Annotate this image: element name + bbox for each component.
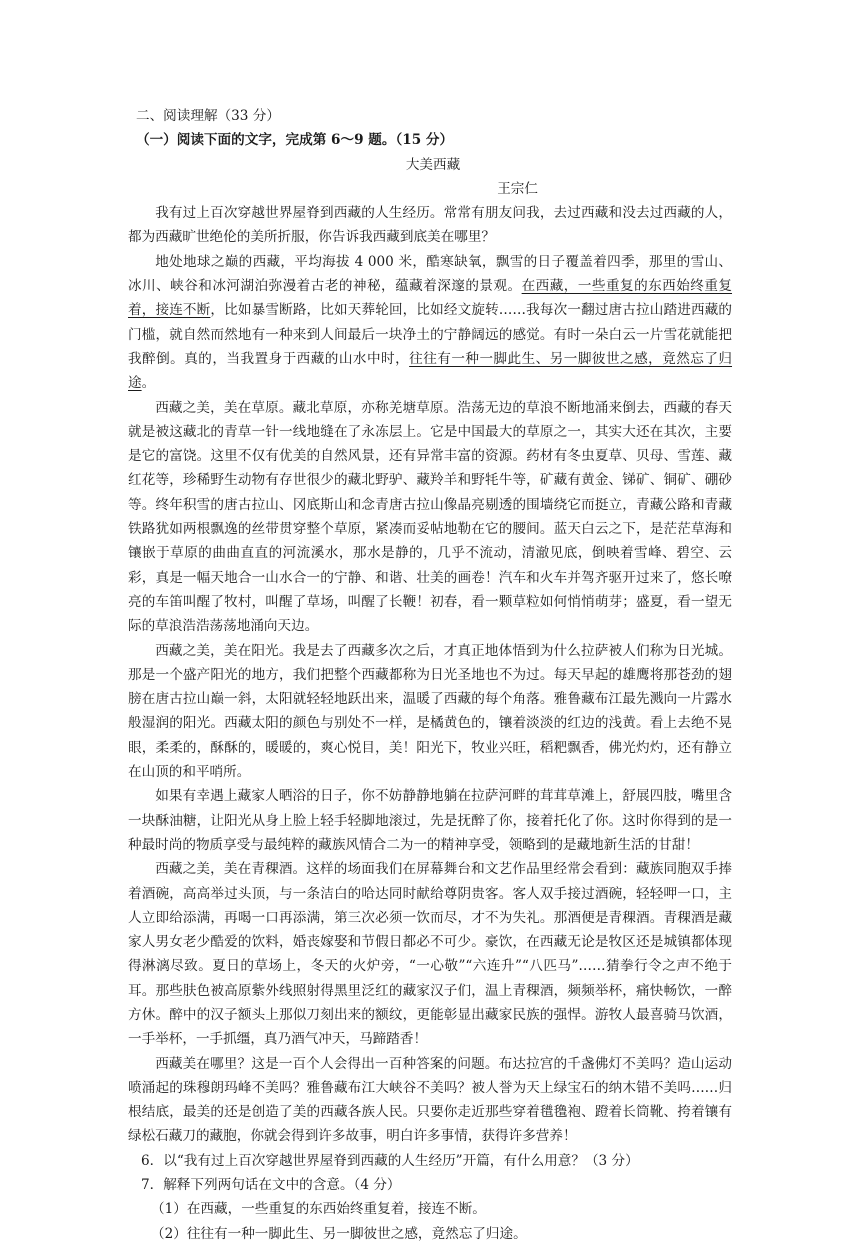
underlined-sentence-2: 往往有一种一脚此生、另一脚彼世之感，竟然忘了归途 [128,350,733,392]
paragraph-4: 西藏之美，美在阳光。我是去了西藏多次之后，才真正地体悟到为什么拉萨被人们称为日光城。那是一个盛产阳光的地方，我们把整个西藏都称为日光圣地也不为过。每天早起的雄鹰将那苍劲的翅膀在唐古拉山巅一斜，太阳就轻轻地跃出来，温暖了西藏的每个角落。雅鲁藏布江最先溅向一片露水般湿润的阳光。西藏太阳的颜色与别处不一样，是橘黄色的，镶着淡淡的红边的浅黄。看上去绝不晃眼，柔柔的，酥酥的，暖暖的，爽心悦目，美！阳光下，牧业兴旺，稻粑飘香，佛光灼灼，还有静立在山顶的和平哨所。 [128,642,732,781]
paragraph-6: 西藏之美，美在青稞酒。这样的场面我们在屏幕舞台和文艺作品里经常会看到：藏族同胞双手捧着酒碗，高高举过头顶，与一条洁白的哈达同时献给尊阴贵客。客人双手接过酒碗，轻轻呷一口，主人立即给添满，再喝一口再添满，第三次必须一饮而尽，才不为失礼。那酒便是青稞酒。青稞酒是藏家人男女老少酷爱的饮料，婚丧嫁娶和节假日都必不可少。豪饮，在西藏无论是牧区还是城镇都体现得淋漓尽致。夏日的草场上，冬天的火炉旁，“一心敬”“六连升”“八匹马”……猜拳行令之声不绝于耳。那些肤色被高原紫外线照射得黑里泛红的藏家汉子们，温上青稞酒，频频举杯，痛快畅饮，一醉方休。醉中的汉子额头上那似刀刻出来的额纹，更能彰显出藏家民族的强悍。游牧人最喜骑马饮酒，一手举杯，一手抓缰，真乃酒气冲天，马蹄踏香！ [128,861,732,1048]
paragraph-3: 西藏之美，美在草原。藏北草原，亦称羌塘草原。浩荡无边的草浪不断地涌来倒去，西藏的春天就是被这藏北的青草一针一线地缝在了永冻层上。它是中国最大的草原之一，其实大还在其次，主要是它的富饶。这里不仅有优美的自然风景，还有异常丰富的资源。药材有冬虫夏草、贝母、雪莲、藏红花等，珍稀野生动物有存世很少的藏北野驴、藏羚羊和野牦牛等，矿藏有黄金、锑矿、铜矿、硼砂等。终年积雪的唐古拉山、冈底斯山和念青唐古拉山像晶亮剔透的围墙绕它而挺立，青藏公路和青藏铁路犹如两根飘逸的丝带贯穿整个草原，紧凑而妥帖地勒在它的腰间。蓝天白云之下，是茫茫草海和镶嵌于草原的曲曲直直的河流溪水，那水是静的，几乎不流动，清澈见底，倒映着雪峰、碧空、云彩，真是一幅天地合一山水合一的宁静、和谐、壮美的画卷！汽车和火车并驾齐驱开过来了，悠长嘹亮的车笛叫醒了牧村，叫醒了草场，叫醒了长鞭！初春，看一颗草粒如何悄悄萌芽；盛夏，看一望无际的草浪浩浩荡荡地涌向天边。 [128,399,732,635]
article-author: 王宗仁 [497,180,538,197]
article-title: 大美西藏 [405,156,461,173]
underlined-sentence-1: 在西藏，一些重复的东西始终重复着，接连不断 [128,278,733,319]
paragraph-2-text-a: 地处地球之巅的西藏，平均海拔 4 000 米，酷寒缺氧，飘雪的日子覆盖着四季，那里的雪山、冰川、峡谷和冰河湖泊弥漫着古老的神秘，蕴藏着深邃的景观。 [128,253,732,295]
paragraph-2 [128,250,732,396]
question-7: 7．解释下列两句话在文中的含意。（4 分） [141,1177,401,1194]
question-7-item-1: （1）在西藏，一些重复的东西始终重复着，接连不断。 [151,1201,486,1218]
paragraph-2-text-c: 。 [141,375,156,392]
paragraph-5: 如果有幸遇上藏家人晒浴的日子，你不妨静静地躺在拉萨河畔的茸茸草滩上，舒展四肢，嘴里含一块酥油糖，让阳光从身上脸上轻手轻脚地滚过，先是抚醉了你，接着托化了你。这时你得到的是一种最时尚的物质享受与最纯粹的藏族风情合二为一的精神享受，领略到的是藏地新生活的甘甜！ [128,788,732,853]
section-heading: 二、阅读理解（33 分） [136,108,280,124]
sub-heading: （一）阅读下面的文字，完成第 6～9 题。（15 分） [136,132,454,149]
exam-page [128,104,732,1246]
question-7-item-2: （2）往往有一种一脚此生、另一脚彼世之感，竟然忘了归途。 [151,1225,527,1242]
paragraph-1: 我有过上百次穿越世界屋脊到西藏的人生经历。常常有朋友问我，去过西藏和没去过西藏的人，都为西藏旷世绝伦的美所折服，你告诉我西藏到底美在哪里？ [128,205,732,246]
paragraph-7: 西藏美在哪里？这是一百个人会得出一百种答案的问题。布达拉宫的千盏佛灯不美吗？造山运动喷涌起的珠穆朗玛峰不美吗？雅鲁藏布江大峡谷不美吗？被人誉为天上绿宝石的纳木错不美吗……归根结底，最美的还是创造了美的西藏各族人民。只要你走近那些穿着氆氇袍、蹬着长筒靴、挎着镶有绿松石藏刀的藏胞，你就会得到许多故事，明白许多事情，获得许多营养！ [128,1055,732,1145]
question-6: 6．以“我有过上百次穿越世界屋脊到西藏的人生经历”开篇，有什么用意？（3 分） [141,1152,639,1169]
paragraph-2-text-b: ，比如暴雪断路，比如天葬轮回，比如经文旋转……我每次一翻过唐古拉山踏进西藏的门槛，就自然而然地有一种来到人间最后一块净土的宁静阔远的感觉。有时一朵白云一片雪花就能把我醉倒。真的，当我置身于西藏的山水中时， [128,302,733,367]
